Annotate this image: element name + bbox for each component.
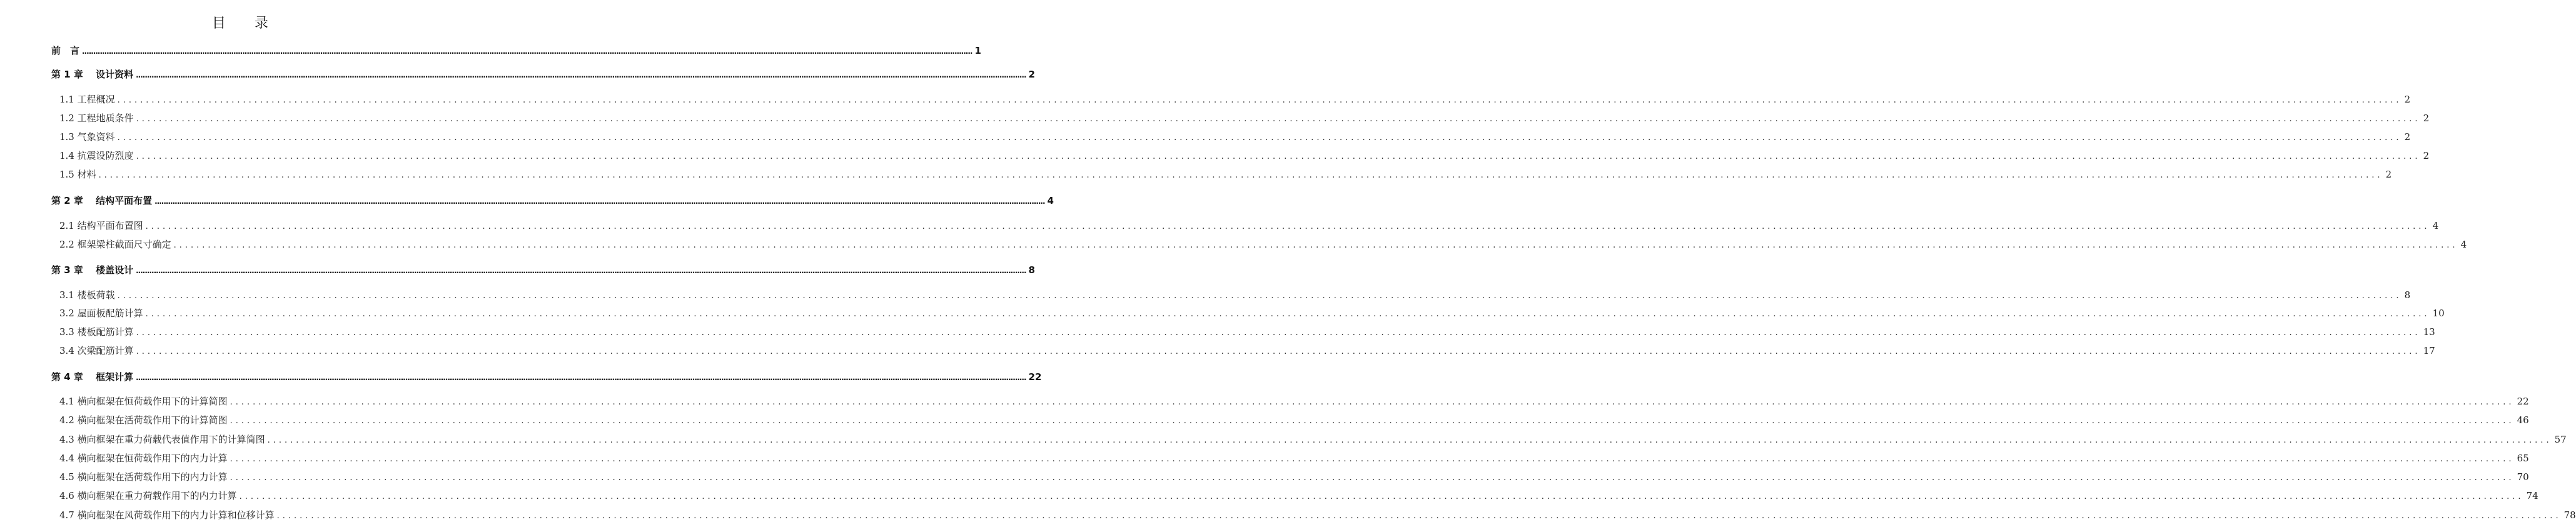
toc-entry-label: 4.1 横向框架在恒荷载作用下的计算简图 [59,396,228,407]
toc-page-number: 4 [2460,239,2467,250]
toc-page-number: 74 [2526,490,2538,501]
toc-section-entry[interactable] [59,508,2576,521]
toc-leader-dots: ................................................................................................................................................................................................................................................................................................................................................................................................................ [117,133,2402,143]
toc-leader-dots: ................................................................................................................................................................................................................................................................................................................................................................................................................ [136,71,1026,79]
toc-entry-label: 第 1 章 设计资料 [51,69,134,80]
toc-entry-label: 3.4 次梁配筋计算 [59,345,134,356]
toc-entry-label: 1.3 气象资料 [59,131,115,143]
toc-entry-label: 2.1 结构平面布置图 [59,220,143,231]
toc-section-entry[interactable] [59,238,2467,251]
toc-entry-label: 第 4 章 框架计算 [51,371,134,383]
toc-entry-label: 4.5 横向框架在活荷载作用下的内力计算 [59,471,228,483]
toc-leader-dots: ................................................................................................................................................................................................................................................................................................................................................................................................................ [145,309,2430,319]
toc-section-entry[interactable] [59,394,2529,408]
toc-entry-label: 1.2 工程地质条件 [59,113,134,124]
toc-entry-label: 4.4 横向框架在恒荷载作用下的内力计算 [59,453,228,464]
toc-leader-dots: ................................................................................................................................................................................................................................................................................................................................................................................................................ [98,171,2383,180]
toc-chapter-entry[interactable] [51,44,981,57]
toc-page-number: 22 [2517,396,2529,407]
toc-entry-label: 4.2 横向框架在活荷载作用下的计算简图 [59,414,228,426]
toc-entry-label: 前 言 [51,45,80,56]
toc-section-entry[interactable] [59,489,2538,502]
toc-page-number: 46 [2517,414,2529,426]
toc-leader-dots: ................................................................................................................................................................................................................................................................................................................................................................................................................ [136,152,2421,161]
toc-leader-dots: ................................................................................................................................................................................................................................................................................................................................................................................................................ [230,416,2515,426]
toc-page-number: 22 [1028,371,1042,383]
toc-section-entry[interactable] [59,93,2411,106]
toc-section-entry[interactable] [59,470,2529,483]
toc-chapter-entry[interactable] [51,194,1054,207]
toc-entry-label: 2.2 框架梁柱截面尺寸确定 [59,239,171,250]
toc-leader-dots: ................................................................................................................................................................................................................................................................................................................................................................................................................ [82,47,972,56]
toc-chapter-entry[interactable] [51,263,1035,276]
toc-leader-dots: ................................................................................................................................................................................................................................................................................................................................................................................................................ [230,398,2515,407]
toc-section-entry[interactable] [59,149,2430,162]
toc-section-entry[interactable] [59,130,2411,143]
toc-page-number: 13 [2423,326,2435,338]
toc-section-entry[interactable] [59,325,2435,338]
toc-page-number: 2 [1028,69,1035,80]
toc-leader-dots: ................................................................................................................................................................................................................................................................................................................................................................................................................ [136,114,2421,124]
toc-leader-dots: ................................................................................................................................................................................................................................................................................................................................................................................................................ [145,222,2430,231]
toc-leader-dots: ................................................................................................................................................................................................................................................................................................................................................................................................................ [230,454,2515,464]
toc-section-entry[interactable] [59,306,2445,319]
toc-leader-dots: ................................................................................................................................................................................................................................................................................................................................................................................................................ [136,266,1026,275]
toc-page-number: 2 [2404,94,2411,105]
toc-entry-label: 第 3 章 楼盖设计 [51,264,134,276]
toc-leader-dots: ................................................................................................................................................................................................................................................................................................................................................................................................................ [136,373,1026,382]
toc-page-number: 8 [2404,289,2411,301]
toc-entry-label: 1.5 材料 [59,169,96,180]
toc-section-entry[interactable] [59,413,2529,426]
toc-leader-dots: ................................................................................................................................................................................................................................................................................................................................................................................................................ [239,492,2524,501]
toc-leader-dots: ................................................................................................................................................................................................................................................................................................................................................................................................................ [117,96,2402,105]
toc-leader-dots: ................................................................................................................................................................................................................................................................................................................................................................................................................ [173,241,2458,250]
toc-leader-dots: ................................................................................................................................................................................................................................................................................................................................................................................................................ [230,473,2515,483]
toc-chapter-entry[interactable] [51,370,1042,383]
toc-page-number: 2 [2404,131,2411,143]
toc-chapter-entry[interactable] [51,68,1035,81]
toc-leader-dots: ................................................................................................................................................................................................................................................................................................................................................................................................................ [276,511,2562,521]
toc-page-number: 65 [2517,453,2529,464]
toc-page-number: 2 [2385,169,2392,180]
toc-page-number: 57 [2554,434,2567,445]
toc-page-number: 70 [2517,471,2529,483]
toc-page-number: 78 [2563,509,2576,521]
toc-page-number: 2 [2423,150,2430,161]
toc-page-number: 4 [1047,195,1054,206]
toc-page-number: 2 [2423,113,2430,124]
toc-section-entry[interactable] [59,433,2567,446]
toc-leader-dots: ................................................................................................................................................................................................................................................................................................................................................................................................................ [136,347,2421,356]
toc-page-number: 17 [2423,345,2435,356]
toc-page-number: 8 [1028,264,1035,276]
toc-entry-label: 4.6 横向框架在重力荷载作用下的内力计算 [59,490,237,501]
toc-section-entry[interactable] [59,111,2430,124]
toc-section-entry[interactable] [59,344,2435,357]
toc-section-entry[interactable] [59,219,2439,232]
toc-leader-dots: ................................................................................................................................................................................................................................................................................................................................................................................................................ [267,436,2552,445]
toc-entry-label: 3.2 屋面板配筋计算 [59,308,143,319]
toc-entry-label: 3.1 楼板荷载 [59,289,115,301]
toc-entry-label: 1.1 工程概况 [59,94,115,105]
toc-section-entry[interactable] [59,168,2392,181]
toc-page-number: 10 [2432,308,2445,319]
toc-entry-label: 4.7 横向框架在风荷载作用下的内力计算和位移计算 [59,509,275,521]
toc-leader-dots: ................................................................................................................................................................................................................................................................................................................................................................................................................ [136,328,2421,338]
toc-entry-label: 1.4 抗震设防烈度 [59,150,134,161]
toc-section-entry[interactable] [59,451,2529,464]
toc-page-number: 4 [2432,220,2439,231]
toc-section-entry[interactable] [59,288,2411,301]
toc-entry-label: 4.3 横向框架在重力荷载代表值作用下的计算简图 [59,434,265,445]
toc-entry-label: 3.3 楼板配筋计算 [59,326,134,338]
toc-title: 目 录 [211,16,276,31]
toc-leader-dots: ................................................................................................................................................................................................................................................................................................................................................................................................................ [154,197,1045,206]
toc-leader-dots: ................................................................................................................................................................................................................................................................................................................................................................................................................ [117,291,2402,301]
toc-entry-label: 第 2 章 结构平面布置 [51,195,153,206]
toc-page-number: 1 [974,45,981,56]
